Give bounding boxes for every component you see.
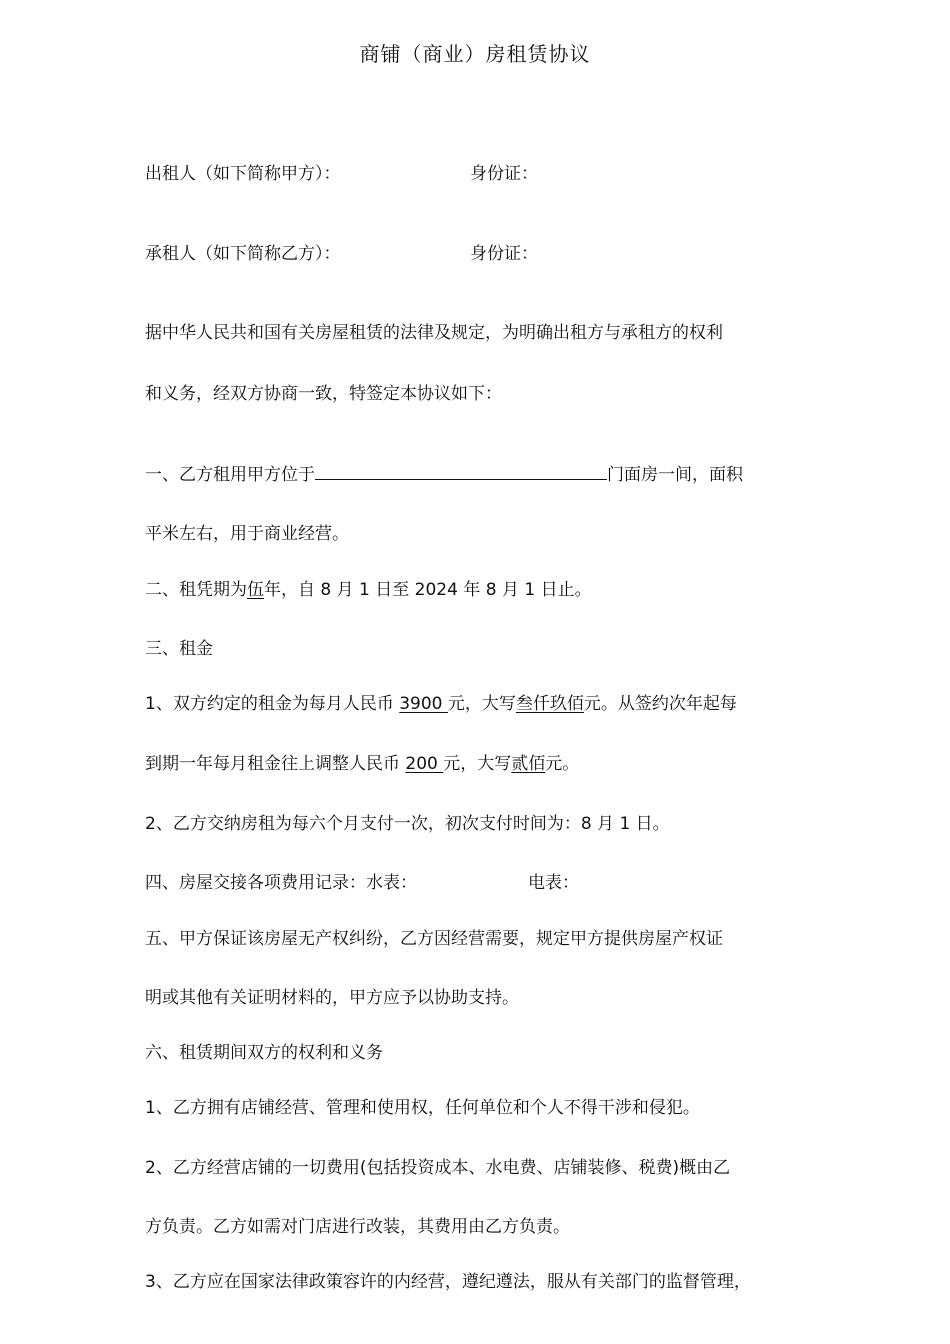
- clause-6-item-1: 1、乙方拥有店铺经营、管理和使用权，任何单位和个人不得干涉和侵犯。: [145, 1098, 700, 1118]
- clause-2-prefix: 二、租凭期为: [145, 580, 247, 600]
- preamble-line-2: 和义务，经双方协商一致，特签定本协议如下：: [145, 384, 502, 404]
- clause-6-item-3-line-1: 3、乙方应在国家法律政策容许的内经营，遵纪遵法，服从有关部门的监督管理，: [145, 1272, 751, 1292]
- rent-amount: 3900: [399, 694, 448, 714]
- rent-amount-chinese: 叁仟玖佰: [515, 694, 584, 714]
- clause-6-item-2-line-2: 方负责。乙方如需对门店进行改装，其费用由乙方负责。: [145, 1217, 570, 1237]
- clause-6-heading: 六、租赁期间双方的权利和义务: [145, 1043, 383, 1063]
- party-b-id: [470, 242, 538, 266]
- preamble-line-1: 据中华人民共和国有关房屋租赁的法律及规定，为明确出租方与承租方的权利: [145, 323, 723, 343]
- clause-3-item-1-line-1: [145, 692, 737, 716]
- clause-6-item-2-line-1: 2、乙方经营店铺的一切费用(包括投资成本、水电费、店铺装修、税费)概由乙: [145, 1158, 731, 1178]
- lease-years: 伍: [247, 580, 264, 600]
- clause-4-electric: [528, 871, 579, 895]
- rent-text-a: 1、双方约定的租金为每月人民币: [145, 694, 400, 714]
- increase-amount-chinese: 贰佰: [511, 754, 546, 774]
- party-b-id-label: 身份证：: [470, 244, 538, 264]
- clause-5-line-1: 五、甲方保证该房屋无产权纠纷，乙方因经营需要，规定甲方提供房屋产权证: [145, 929, 723, 949]
- clause-4-water-label: 四、房屋交接各项费用记录：水表：: [145, 873, 417, 893]
- clause-1-line-2: 平米左右，用于商业经营。: [145, 524, 349, 544]
- party-a-label: 出租人（如下简称甲方）：: [145, 164, 341, 184]
- clause-1-line-1: [145, 463, 743, 487]
- clause-1-text-a: 一、乙方租用甲方位于: [145, 465, 315, 485]
- increase-text-a: 到期一年每月租金往上调整人民币: [145, 754, 406, 774]
- clause-2: [145, 578, 592, 602]
- clause-1-text-b: 门面房一间，面积: [607, 465, 743, 485]
- party-a-id-label: 身份证：: [470, 164, 538, 184]
- rent-text-b: 元，大写: [447, 694, 516, 714]
- clause-2-suffix: 年，自 8 月 1 日至 2024 年 8 月 1 日止。: [264, 580, 592, 600]
- clause-4: [145, 871, 417, 895]
- clause-4-electric-label: 电表：: [528, 873, 579, 893]
- increase-amount: 200: [405, 754, 444, 774]
- clause-3-heading: 三、租金: [145, 639, 213, 659]
- party-b-row: [145, 242, 341, 266]
- document-title: 商铺（商业）房租赁协议: [359, 42, 591, 66]
- party-b-label: 承租人（如下简称乙方）：: [145, 244, 341, 264]
- increase-text-b: 元，大写: [443, 754, 512, 774]
- party-a-id: [470, 162, 538, 186]
- clause-3-item-2: 2、乙方交纳房租为每六个月支付一次，初次支付时间为：8 月 1 日。: [145, 814, 670, 834]
- address-blank: [315, 465, 607, 480]
- increase-text-c: 元。: [545, 754, 580, 774]
- party-a-row: [145, 162, 341, 186]
- clause-3-item-1-line-2: [145, 752, 579, 776]
- clause-5-line-2: 明或其他有关证明材料的，甲方应予以协助支持。: [145, 988, 519, 1008]
- rent-text-c: 元。从签约次年起每: [583, 694, 737, 714]
